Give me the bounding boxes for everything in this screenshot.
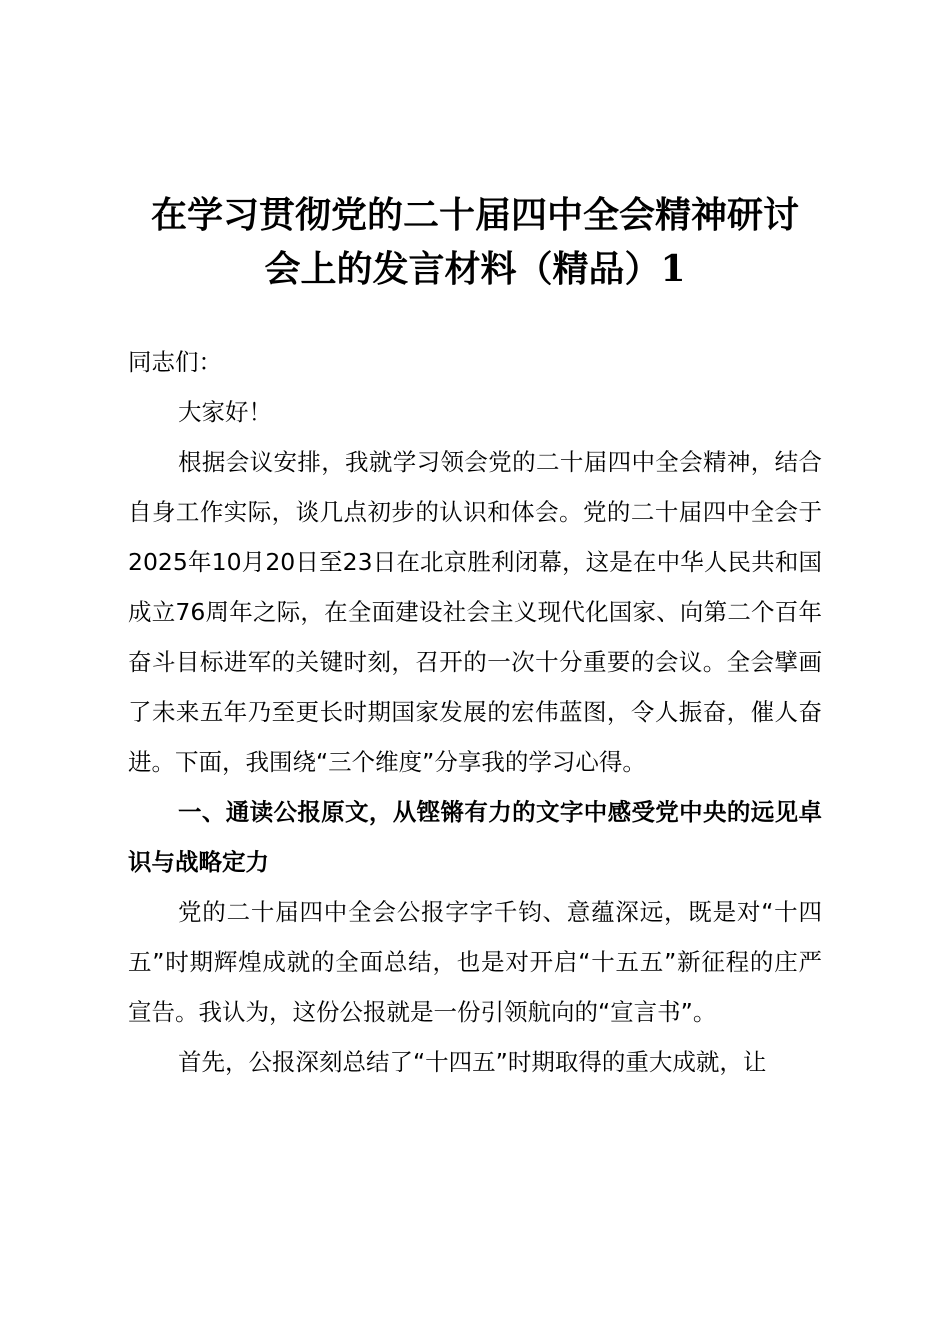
greeting: 大家好！ [178,398,272,426]
salutation: 同志们： [128,348,222,376]
document-page [128,0,822,1344]
section-1-paragraph-2: 首先，公报深刻总结了“十四五”时期取得的重大成就，让 [178,1048,767,1076]
section-heading-1: 一、通读公报原文，从铿锵有力的文字中感受党中央的远见卓识与战略定力 [128,798,822,876]
title-line-2: 会上的发言材料（精品）1 [264,248,686,290]
title-line-1: 在学习贯彻党的二十届四中全会精神研讨 [150,194,799,236]
document-body [128,337,822,1087]
section-1-paragraph-1: 党的二十届四中全会公报字字千钧、意蕴深远，既是对“十四五”时期辉煌成就的全面总结，也是对开启“十五五”新征程的庄严宣告。我认为，这份公报就是一份引领航向的“宣言书”。 [128,898,822,1026]
intro-paragraph: 根据会议安排，我就学习领会党的二十届四中全会精神，结合自身工作实际，谈几点初步的认识和体会。党的二十届四中全会于2025年10月20日至23日在北京胜利闭幕，这是在中华人民共和国成立76周年之际，在全面建设社会主义现代化国家、向第二个百年奋斗目标进军的关键时刻，召开的一次十分重要的会议。全会擘画了未来五年乃至更长时期国家发展的宏伟蓝图，令人振奋，催人奋进。下面，我围绕“三个维度”分享我的学习心得。 [128,448,822,776]
document-title [118,188,832,296]
